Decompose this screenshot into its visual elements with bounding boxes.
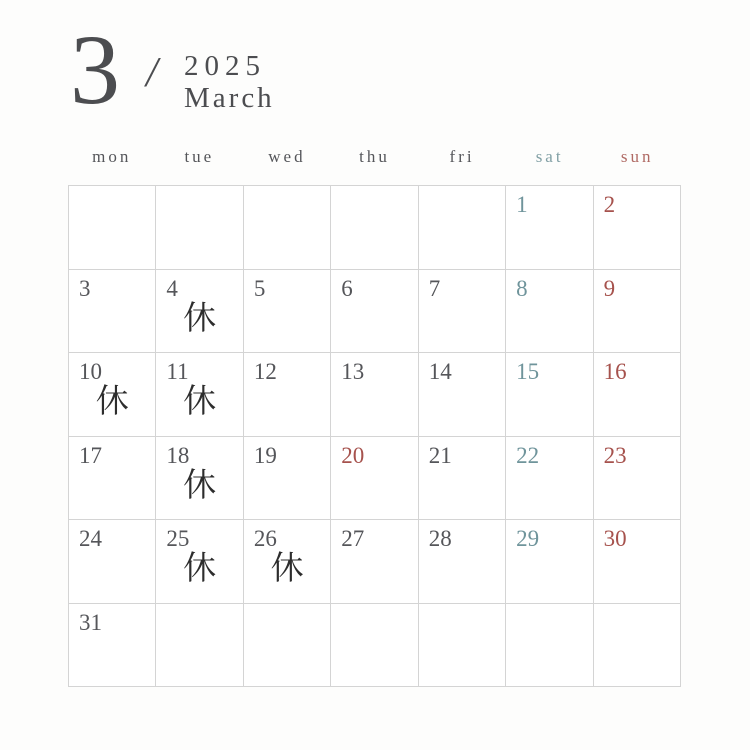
day-cell-23 [594,437,681,521]
weekday-header-tue: tue [184,147,215,166]
week-row-1 [69,186,681,270]
week-row-4 [69,437,681,521]
weekday-header-sat: sat [535,147,564,166]
day-number: 12 [253,359,277,384]
day-number: 26 [253,526,277,551]
year-label: 2025 [184,50,266,82]
day-cell-24 [69,520,156,604]
day-cell-empty [331,186,418,270]
weekday-header-mon: mon [92,147,132,166]
day-cell-8 [506,270,593,354]
day-cell-empty [244,186,331,270]
day-number: 6 [341,275,353,301]
title-slash-divider: / [146,50,158,96]
day-cell-16 [594,353,681,437]
day-cell-6 [331,270,418,354]
day-number: 15 [516,359,540,384]
day-number: 18 [166,442,190,468]
day-cell-26 [244,520,331,604]
day-number: 8 [516,275,528,301]
closed-rest-day-mark: 休 [183,384,217,420]
month-name-label: March [184,82,275,114]
day-cell-13 [331,353,418,437]
day-number: 7 [428,275,441,301]
day-cell-11 [156,353,243,437]
day-number: 28 [428,526,452,551]
day-cell-empty [594,604,681,688]
week-row-2 [69,270,681,354]
day-number: 5 [253,275,266,301]
day-number: 1 [516,192,528,217]
day-number: 9 [603,275,616,301]
day-cell-empty [244,604,331,688]
year-month-block [184,50,275,114]
day-cell-27 [331,520,418,604]
weekday-header-wed: wed [268,147,306,166]
day-cell-3 [69,270,156,354]
day-cell-31 [69,604,156,688]
day-number: 4 [166,275,178,301]
week-row-6 [69,604,681,688]
day-cell-12 [244,353,331,437]
day-cell-20 [331,437,418,521]
day-cell-empty [506,604,593,688]
closed-rest-day-mark: 休 [270,551,304,587]
day-cell-18 [156,437,243,521]
day-cell-2 [594,186,681,270]
day-number: 22 [516,442,540,468]
day-number: 30 [603,526,627,551]
day-cell-empty [156,186,243,270]
day-number: 14 [428,359,452,384]
day-number: 23 [603,442,627,468]
week-row-5 [69,520,681,604]
weekday-header-row [68,147,681,173]
day-number: 2 [603,192,616,217]
week-row-3 [69,353,681,437]
day-cell-empty [419,604,506,688]
day-number: 16 [603,359,627,384]
day-cell-22 [506,437,593,521]
weekday-header-fri: fri [449,147,475,166]
day-cell-empty [331,604,418,688]
day-cell-25 [156,520,243,604]
day-number: 17 [79,442,102,468]
day-number: 24 [79,526,102,551]
day-cell-29 [506,520,593,604]
day-number: 10 [79,359,102,384]
weekday-header-sun: sun [620,147,654,166]
day-cell-empty [69,186,156,270]
month-number: 3 [70,14,120,125]
day-number: 19 [253,442,277,468]
day-number: 20 [341,442,365,468]
day-cell-19 [244,437,331,521]
day-number: 11 [166,359,189,384]
day-cell-17 [69,437,156,521]
day-number: 3 [79,275,91,301]
day-cell-empty [419,186,506,270]
day-cell-7 [419,270,506,354]
day-cell-21 [419,437,506,521]
closed-rest-day-mark: 休 [183,300,217,337]
day-number: 21 [428,442,452,468]
day-cell-10 [69,353,156,437]
calendar-grid [68,185,681,687]
day-cell-4 [156,270,243,354]
weekday-header-thu: thu [359,147,390,166]
day-cell-1 [506,186,593,270]
day-cell-15 [506,353,593,437]
day-cell-5 [244,270,331,354]
day-number: 27 [341,526,365,551]
day-cell-28 [419,520,506,604]
day-cell-empty [156,604,243,688]
closed-rest-day-mark: 休 [183,467,217,504]
day-number: 13 [341,359,365,384]
closed-rest-day-mark: 休 [95,384,129,420]
day-cell-14 [419,353,506,437]
day-cell-30 [594,520,681,604]
day-number: 25 [166,526,190,551]
closed-rest-day-mark: 休 [183,551,217,587]
day-cell-9 [594,270,681,354]
day-number: 29 [516,526,540,551]
day-number: 31 [79,609,102,635]
